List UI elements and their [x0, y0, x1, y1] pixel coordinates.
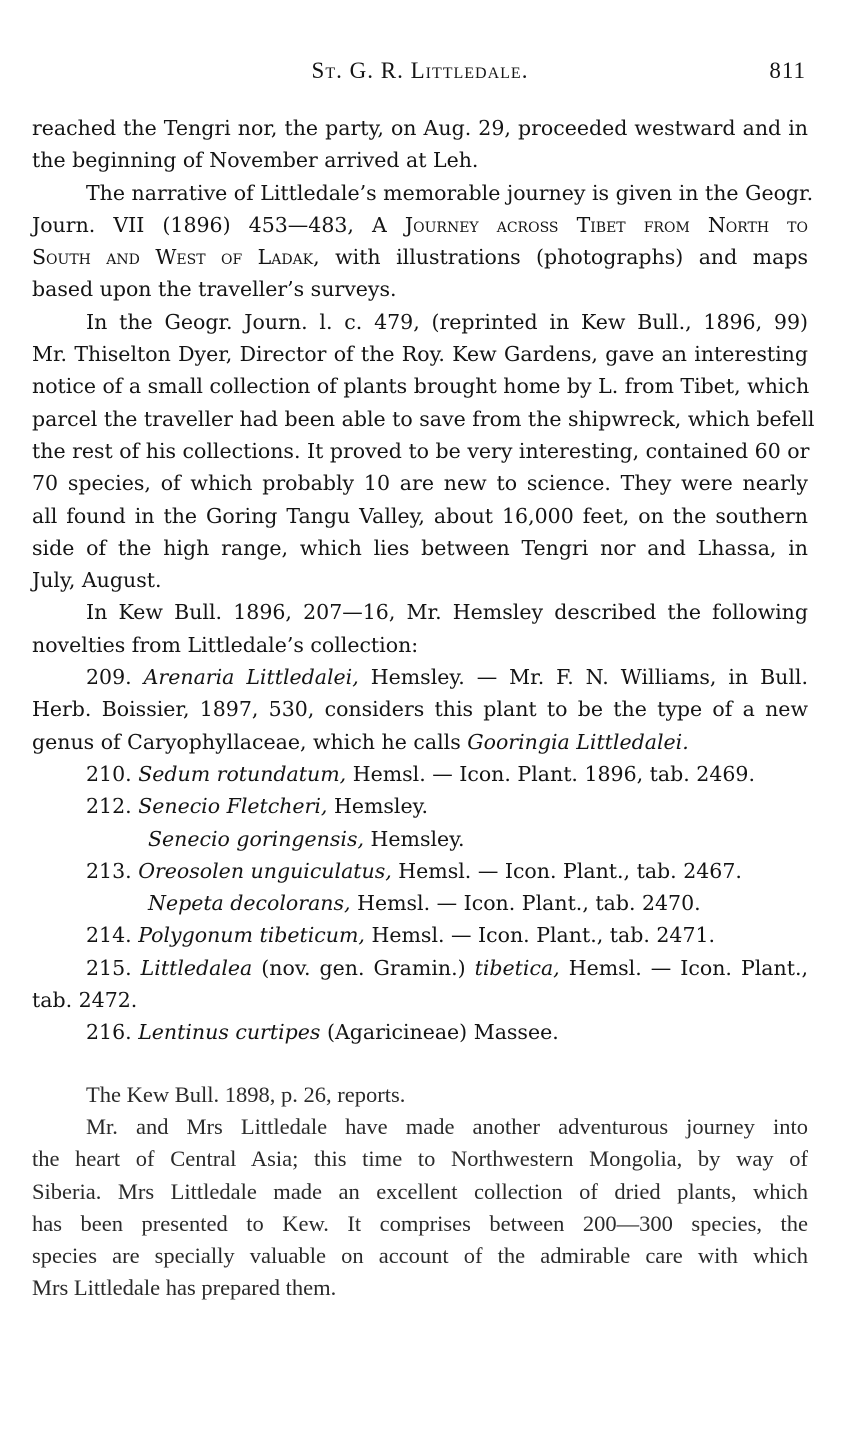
paragraph-1-line-1: reached the Tengri nor, the party, on Aug. 29, proceeded westward and in: [32, 116, 808, 140]
entry-text: Hemsley.: [327, 794, 428, 819]
citation-text: , with illustrations (photographs) and maps: [313, 245, 808, 270]
species-name: Nepeta decolorans,: [148, 891, 351, 916]
entry-text: Hemsley.: [364, 826, 465, 851]
paragraph-3-line-9: July, August.: [32, 568, 162, 593]
entry-number: 214.: [86, 923, 132, 948]
entry-text: (Agaricineae) Massee.: [320, 1020, 559, 1045]
paragraph-3-line-5: the rest of his collections. It proved to be very interesting, contained 60 or: [32, 438, 810, 463]
species-entry-210: [32, 758, 808, 790]
entry-text: genus of Caryophyllaceae, which he calls: [32, 729, 468, 754]
genus-name: Littledalea: [140, 955, 253, 980]
species-name: Lentinus curtipes: [138, 1020, 321, 1045]
species-entry-209: [32, 661, 808, 693]
paragraph-5-line-2: Mr. and Mrs Littledale have made another adventurous journey into: [86, 1113, 808, 1139]
paragraph-5-line-3: the heart of Central Asia; this time to Northwestern Mongolia, by way of: [32, 1146, 808, 1172]
entry-text: (nov. gen. Gramin.): [252, 955, 475, 980]
citation-text: Journ. VII (1896) 453—483,: [32, 212, 373, 237]
body-text: [32, 112, 815, 1305]
paragraph-3-line-6: 70 species, of which probably 10 are new to science. They were nearly: [32, 471, 808, 496]
species-name: Polygonum tibeticum,: [138, 923, 365, 948]
species-name: Arenaria Littledalei,: [143, 665, 359, 690]
paragraph-4-line-2: novelties from Littledale’s collection:: [32, 632, 419, 657]
species-entry-215-line-2: tab. 2472.: [32, 988, 138, 1013]
paragraph-2-line-3: [32, 241, 808, 273]
running-head: St. G. R. Littledale.: [311, 58, 529, 83]
species-name: Gooringia Littledalei.: [467, 729, 689, 754]
species-entry-212: [32, 790, 808, 822]
article-title-part-1: A Journey across Tibet from North to: [372, 212, 808, 237]
entry-text: Hemsl. — Icon. Plant.,: [559, 955, 808, 980]
paragraph-3-line-4: parcel the traveller had been able to save from the shipwreck, which befell: [32, 406, 815, 431]
paragraph-2-line-4: based upon the traveller’s surveys.: [32, 277, 397, 302]
entry-number: 212.: [86, 794, 132, 819]
entry-text: Hemsl. — Icon. Plant., tab. 2471.: [364, 923, 716, 948]
entry-number: 213.: [86, 858, 132, 883]
species-name: Senecio Fletcheri,: [138, 794, 328, 819]
paragraph-2-line-2: [32, 209, 808, 241]
paragraph-5-line-1: The Kew Bull. 1898, p. 26, reports.: [86, 1081, 406, 1107]
entry-number: 209.: [86, 665, 132, 690]
entry-text: Hemsley. — Mr. F. N. Williams, in Bull.: [358, 665, 808, 690]
paragraph-3-line-2: Mr. Thiselton Dyer, Director of the Roy. Kew Gardens, gave an interesting: [32, 342, 808, 367]
page-header: [32, 58, 808, 90]
entry-text: Hemsl. — Icon. Plant. 1896, tab. 2469.: [346, 761, 755, 786]
species-name: Senecio goringensis,: [148, 826, 365, 851]
paragraph-3-line-8: side of the high range, which lies between Tengri nor and Lhassa, in: [32, 535, 808, 560]
species-entry-213-second: [32, 887, 808, 919]
species-name: Sedum rotundatum,: [138, 761, 347, 786]
species-entry-209-line-2: Herb. Boissier, 1897, 530, considers this plant to be the type of a new: [32, 697, 808, 722]
paragraph-1-line-2: the beginning of November arrived at Leh.: [32, 148, 479, 173]
entry-number: 216.: [86, 1020, 132, 1045]
species-entry-214: [32, 919, 808, 951]
paragraph-3-line-1: In the Geogr. Journ. l. c. 479, (reprinted in Kew Bull., 1896, 99): [86, 309, 808, 334]
paragraph-5-line-5: has been presented to Kew. It comprises between 200—300 species, the: [32, 1210, 808, 1236]
section-gap: [32, 1049, 808, 1079]
paragraph-4-line-1: In Kew Bull. 1896, 207—16, Mr. Hemsley described the following: [86, 600, 808, 625]
species-entry-209-line-3: [32, 726, 808, 758]
species-epithet: tibetica,: [474, 955, 560, 980]
species-name: Oreosolen unguiculatus,: [138, 858, 392, 883]
entry-text: Hemsl. — Icon. Plant., tab. 2467.: [391, 858, 742, 883]
species-entry-216: [32, 1016, 808, 1048]
species-entry-213: [32, 855, 808, 887]
paragraph-3-line-3: notice of a small collection of plants brought home by L. from Tibet, which: [32, 374, 810, 399]
entry-number: 215.: [86, 955, 132, 980]
entry-number: 210.: [86, 761, 132, 786]
paragraph-2-line-1: The narrative of Littledale’s memorable journey is given in the Geogr.: [86, 180, 814, 205]
article-title-part-2: South and West of Ladak: [32, 245, 314, 270]
species-entry-215: [32, 952, 808, 984]
page-number: 811: [769, 58, 806, 83]
entry-text: Hemsl. — Icon. Plant., tab. 2470.: [350, 891, 701, 916]
species-entry-212-synonym: [32, 823, 808, 855]
paragraph-5-line-7: Mrs Littledale has prepared them.: [32, 1275, 337, 1301]
paragraph-5-line-4: Siberia. Mrs Littledale made an excellent collection of dried plants, which: [32, 1178, 808, 1204]
paragraph-3-line-7: all found in the Goring Tangu Valley, about 16,000 feet, on the southern: [32, 503, 808, 528]
paragraph-5-line-6: species are specially valuable on account of the admirable care with which: [32, 1243, 808, 1269]
